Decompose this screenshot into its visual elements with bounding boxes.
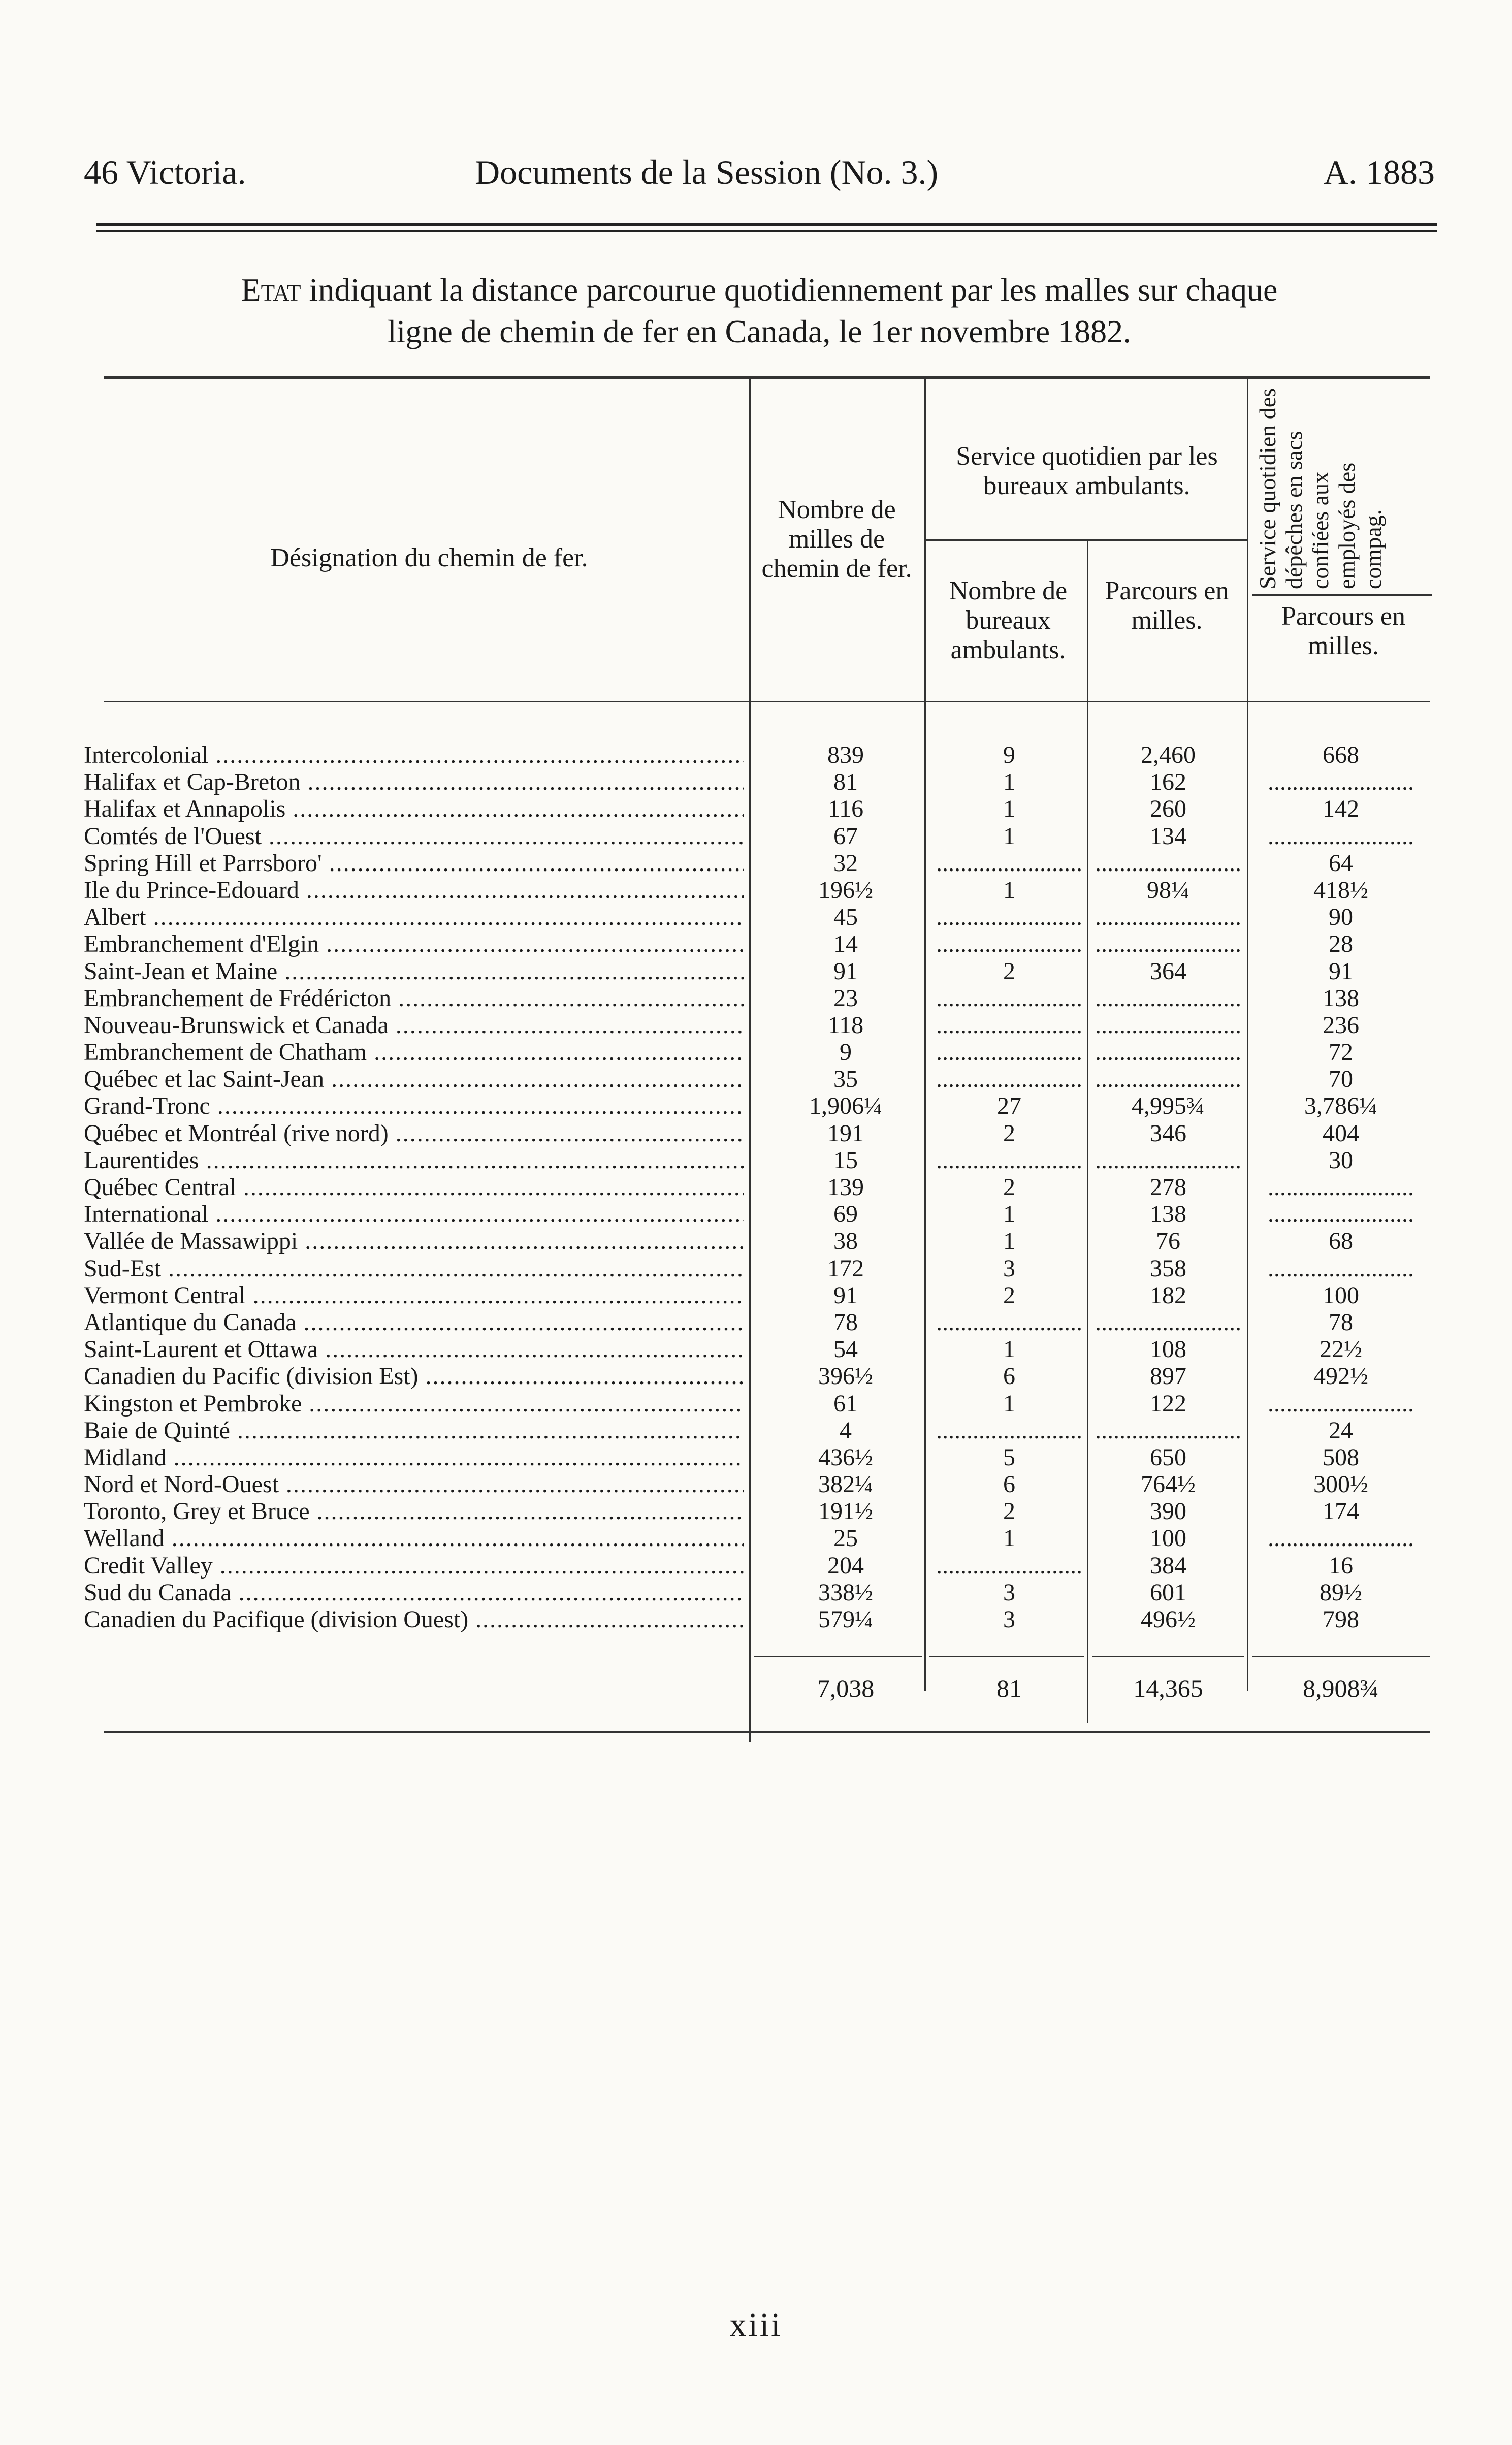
total-rule-sacs bbox=[1252, 1656, 1430, 1657]
row-bureaux: ........................ bbox=[936, 904, 1082, 931]
row-name: Canadien du Pacifique (division Ouest) ..... bbox=[84, 1606, 744, 1633]
table-row bbox=[84, 1525, 1435, 1552]
row-name: Nouveau-Brunswick et Canada ..... bbox=[84, 1012, 744, 1039]
row-miles: 196½ bbox=[818, 876, 873, 904]
row-miles: 1,906¼ bbox=[809, 1092, 882, 1120]
row-sacs: 16 bbox=[1329, 1552, 1353, 1579]
row-miles: 9 bbox=[840, 1039, 852, 1066]
row-parcours: ........................ bbox=[1095, 1039, 1241, 1066]
row-miles: 25 bbox=[833, 1525, 858, 1552]
total-rule-bureaux bbox=[929, 1656, 1084, 1657]
row-name: Baie de Quinté ..... bbox=[84, 1417, 744, 1444]
row-bureaux: 5 bbox=[1003, 1443, 1015, 1471]
row-parcours: 108 bbox=[1150, 1336, 1186, 1363]
service-split-rule bbox=[924, 539, 1247, 541]
row-miles: 579¼ bbox=[818, 1606, 873, 1633]
header-parcours: Parcours en milles. bbox=[1105, 576, 1229, 635]
row-miles: 78 bbox=[833, 1308, 858, 1336]
row-sacs: 668 bbox=[1323, 742, 1359, 768]
row-bureaux: ........................ bbox=[936, 849, 1082, 877]
row-parcours: 182 bbox=[1150, 1281, 1186, 1309]
row-sacs: 89½ bbox=[1320, 1579, 1362, 1606]
row-name: Québec et lac Saint-Jean ..... bbox=[84, 1066, 744, 1092]
table-row bbox=[84, 1579, 1435, 1606]
row-miles: 116 bbox=[827, 795, 864, 823]
row-bureaux: 2 bbox=[1003, 1498, 1015, 1525]
row-miles: 15 bbox=[833, 1146, 858, 1174]
row-parcours: 2,460 bbox=[1141, 742, 1196, 768]
row-parcours: 122 bbox=[1150, 1390, 1186, 1417]
row-miles: 191½ bbox=[818, 1498, 873, 1525]
row-name: Vermont Central ..... bbox=[84, 1282, 744, 1309]
row-bureaux: ........................ bbox=[936, 1308, 1082, 1336]
row-bureaux: ........................ bbox=[936, 1039, 1082, 1066]
row-parcours: 897 bbox=[1150, 1363, 1186, 1390]
row-parcours: 346 bbox=[1150, 1119, 1186, 1147]
row-bureaux: ........................ bbox=[936, 984, 1082, 1012]
row-sacs: 138 bbox=[1323, 984, 1359, 1012]
row-miles: 23 bbox=[833, 984, 858, 1012]
row-parcours: 358 bbox=[1150, 1254, 1186, 1282]
row-parcours: ........................ bbox=[1095, 1011, 1241, 1039]
row-sacs: 72 bbox=[1329, 1039, 1353, 1066]
table-row bbox=[84, 1039, 1435, 1066]
row-bureaux: 1 bbox=[1003, 795, 1015, 823]
row-name: International ..... bbox=[84, 1201, 744, 1228]
table-row bbox=[84, 850, 1435, 877]
table-row bbox=[84, 1471, 1435, 1498]
row-miles: 204 bbox=[827, 1552, 864, 1579]
row-bureaux: 1 bbox=[1003, 876, 1015, 904]
row-name: Halifax et Annapolis ..... bbox=[84, 795, 744, 822]
row-bureaux: ........................ bbox=[936, 1552, 1082, 1579]
row-parcours: 98¼ bbox=[1147, 876, 1189, 904]
row-parcours: 650 bbox=[1150, 1443, 1186, 1471]
row-name: Grand-Tronc ..... bbox=[84, 1092, 744, 1119]
row-parcours: 4,995¾ bbox=[1132, 1092, 1205, 1120]
table-row bbox=[84, 1174, 1435, 1201]
row-name: Nord et Nord-Ouest ..... bbox=[84, 1471, 744, 1498]
row-name: Albert ..... bbox=[84, 904, 744, 930]
table-bottom-rule bbox=[104, 1731, 1430, 1733]
row-bureaux: 6 bbox=[1003, 1363, 1015, 1390]
row-bureaux: 1 bbox=[1003, 1228, 1015, 1255]
row-sacs: 70 bbox=[1329, 1066, 1353, 1093]
row-sacs: 404 bbox=[1323, 1119, 1359, 1147]
row-parcours: ........................ bbox=[1095, 930, 1241, 958]
table-row bbox=[84, 768, 1435, 795]
row-name: Halifax et Cap-Breton ..... bbox=[84, 768, 744, 795]
table-row bbox=[84, 1092, 1435, 1119]
row-miles: 436½ bbox=[818, 1443, 873, 1471]
row-sacs: 22½ bbox=[1320, 1336, 1362, 1363]
row-miles: 172 bbox=[827, 1254, 864, 1282]
table-row bbox=[84, 930, 1435, 957]
row-sacs: 300½ bbox=[1313, 1471, 1368, 1498]
table-row bbox=[84, 1012, 1435, 1039]
title-line-1 bbox=[84, 269, 1435, 311]
row-sacs: 68 bbox=[1329, 1228, 1353, 1255]
row-parcours: ........................ bbox=[1095, 984, 1241, 1012]
row-sacs: 508 bbox=[1323, 1443, 1359, 1471]
row-name: Spring Hill et Parrsboro' ..... bbox=[84, 850, 744, 877]
row-parcours: 134 bbox=[1150, 822, 1186, 850]
row-sacs: 28 bbox=[1329, 930, 1353, 958]
header-documents: Documents de la Session (No. 3.) bbox=[475, 153, 939, 191]
row-miles: 839 bbox=[827, 742, 864, 768]
row-sacs: 100 bbox=[1323, 1281, 1359, 1309]
row-name: Vallée de Massawippi ..... bbox=[84, 1228, 744, 1254]
row-sacs: ........................ bbox=[1268, 1254, 1414, 1282]
row-bureaux: 1 bbox=[1003, 1336, 1015, 1363]
table-row bbox=[84, 1255, 1435, 1282]
row-miles: 38 bbox=[833, 1228, 858, 1255]
row-bureaux: 27 bbox=[997, 1092, 1021, 1120]
row-bureaux: ........................ bbox=[936, 930, 1082, 958]
row-name: Sud-Est ..... bbox=[84, 1255, 744, 1282]
header-year: A. 1883 bbox=[1323, 153, 1435, 191]
row-miles: 54 bbox=[833, 1336, 858, 1363]
row-name: Comtés de l'Ouest ..... bbox=[84, 823, 744, 850]
row-name: Intercolonial ..... bbox=[84, 742, 744, 768]
table-row bbox=[84, 985, 1435, 1012]
row-parcours: 496½ bbox=[1141, 1606, 1196, 1633]
table-row bbox=[84, 1498, 1435, 1525]
row-miles: 91 bbox=[833, 957, 858, 985]
header-sacs: Service quotidien des dépêches en sacs confiées aux employés des compag. bbox=[1254, 388, 1386, 589]
table-row bbox=[84, 1336, 1435, 1363]
table-row bbox=[84, 1201, 1435, 1228]
row-parcours: ........................ bbox=[1095, 1308, 1241, 1336]
table-row bbox=[84, 958, 1435, 985]
total-miles: 7,038 bbox=[817, 1674, 875, 1702]
row-name: Québec Central ..... bbox=[84, 1174, 744, 1201]
row-miles: 67 bbox=[833, 822, 858, 850]
row-sacs: 418½ bbox=[1313, 876, 1368, 904]
title-text-1: indiquant la distance parcourue quotidiennement par les malles sur chaque bbox=[309, 272, 1278, 308]
row-sacs: 3,786¼ bbox=[1304, 1092, 1377, 1120]
row-bureaux: 1 bbox=[1003, 1201, 1015, 1228]
row-name: Saint-Laurent et Ottawa ..... bbox=[84, 1336, 744, 1363]
row-sacs: 30 bbox=[1329, 1146, 1353, 1174]
row-miles: 61 bbox=[833, 1390, 858, 1417]
row-parcours: ........................ bbox=[1095, 1146, 1241, 1174]
row-bureaux: ........................ bbox=[936, 1066, 1082, 1093]
row-parcours: 260 bbox=[1150, 795, 1186, 823]
row-sacs: ........................ bbox=[1268, 768, 1414, 796]
row-sacs: ........................ bbox=[1268, 822, 1414, 850]
title-lead: Etat bbox=[241, 272, 301, 308]
table-row bbox=[84, 1417, 1435, 1444]
row-parcours: 76 bbox=[1156, 1228, 1180, 1255]
header-rule-bottom bbox=[96, 230, 1437, 232]
table-title bbox=[84, 269, 1435, 352]
row-name: Embranchement de Frédéricton ..... bbox=[84, 985, 744, 1012]
table-body bbox=[84, 742, 1435, 1633]
row-miles: 191 bbox=[827, 1119, 864, 1147]
row-parcours: 764½ bbox=[1141, 1471, 1196, 1498]
row-miles: 69 bbox=[833, 1201, 858, 1228]
row-sacs: ........................ bbox=[1268, 1525, 1414, 1552]
row-name: Canadien du Pacific (division Est) ..... bbox=[84, 1363, 744, 1390]
row-miles: 4 bbox=[840, 1417, 852, 1444]
table-row bbox=[84, 742, 1435, 768]
row-name: Québec et Montréal (rive nord) ..... bbox=[84, 1120, 744, 1147]
row-name: Credit Valley ..... bbox=[84, 1552, 744, 1579]
total-rule-miles bbox=[754, 1656, 922, 1657]
row-miles: 139 bbox=[827, 1174, 864, 1201]
table-row bbox=[84, 1228, 1435, 1254]
table-row bbox=[84, 1309, 1435, 1336]
header-miles: Nombre de milles de chemin de fer. bbox=[761, 495, 912, 583]
row-bureaux: 2 bbox=[1003, 1119, 1015, 1147]
row-parcours: 364 bbox=[1150, 957, 1186, 985]
table-row bbox=[84, 795, 1435, 822]
row-sacs: 91 bbox=[1329, 957, 1353, 985]
title-line-2: ligne de chemin de fer en Canada, le 1er novembre 1882. bbox=[387, 313, 1132, 349]
row-sacs: 64 bbox=[1329, 849, 1353, 877]
table-row bbox=[84, 1552, 1435, 1579]
table-row bbox=[84, 877, 1435, 904]
row-name: Sud du Canada ..... bbox=[84, 1579, 744, 1606]
row-sacs: 492½ bbox=[1313, 1363, 1368, 1390]
row-sacs: 236 bbox=[1323, 1011, 1359, 1039]
header-designation: Désignation du chemin de fer. bbox=[270, 543, 588, 572]
row-parcours: 390 bbox=[1150, 1498, 1186, 1525]
row-name: Toronto, Grey et Bruce ..... bbox=[84, 1498, 744, 1525]
row-bureaux: 2 bbox=[1003, 1281, 1015, 1309]
header-rule-top bbox=[96, 223, 1437, 226]
header-volume: 46 Victoria. bbox=[84, 153, 246, 191]
row-miles: 91 bbox=[833, 1281, 858, 1309]
row-bureaux: 6 bbox=[1003, 1471, 1015, 1498]
row-name: Midland ..... bbox=[84, 1444, 744, 1471]
row-name: Atlantique du Canada ..... bbox=[84, 1309, 744, 1336]
row-parcours: ........................ bbox=[1095, 849, 1241, 877]
row-sacs: ........................ bbox=[1268, 1201, 1414, 1228]
row-bureaux: 3 bbox=[1003, 1254, 1015, 1282]
row-bureaux: 3 bbox=[1003, 1606, 1015, 1633]
row-name: Embranchement de Chatham ..... bbox=[84, 1039, 744, 1066]
row-sacs: 24 bbox=[1329, 1417, 1353, 1444]
table-row bbox=[84, 1390, 1435, 1417]
row-parcours: 601 bbox=[1150, 1579, 1186, 1606]
row-name: Welland ..... bbox=[84, 1525, 744, 1552]
row-bureaux: ........................ bbox=[936, 1417, 1082, 1444]
sacs-split-rule bbox=[1252, 594, 1432, 596]
header-bottom-rule bbox=[104, 701, 1430, 702]
table-row bbox=[84, 1606, 1435, 1633]
row-bureaux: 1 bbox=[1003, 1525, 1015, 1552]
row-miles: 45 bbox=[833, 904, 858, 931]
row-miles: 35 bbox=[833, 1066, 858, 1093]
row-parcours: 138 bbox=[1150, 1201, 1186, 1228]
row-miles: 81 bbox=[833, 768, 858, 796]
table-top-rule bbox=[104, 376, 1430, 379]
row-bureaux: ........................ bbox=[936, 1011, 1082, 1039]
table-row bbox=[84, 904, 1435, 930]
row-bureaux: 1 bbox=[1003, 822, 1015, 850]
row-miles: 382¼ bbox=[818, 1471, 873, 1498]
row-sacs: 90 bbox=[1329, 904, 1353, 931]
table-row bbox=[84, 823, 1435, 850]
total-bureaux: 81 bbox=[996, 1674, 1022, 1702]
totals-row bbox=[84, 1674, 1435, 1709]
row-sacs: 174 bbox=[1323, 1498, 1359, 1525]
table-row bbox=[84, 1363, 1435, 1390]
row-bureaux: 1 bbox=[1003, 1390, 1015, 1417]
row-bureaux: 1 bbox=[1003, 768, 1015, 796]
row-miles: 118 bbox=[827, 1011, 864, 1039]
row-name: Ile du Prince-Edouard ..... bbox=[84, 877, 744, 904]
row-name: Laurentides ..... bbox=[84, 1147, 744, 1174]
header-sacs-parcours: Parcours en milles. bbox=[1281, 602, 1406, 660]
table-row bbox=[84, 1282, 1435, 1309]
row-parcours: 278 bbox=[1150, 1174, 1186, 1201]
total-parcours: 14,365 bbox=[1133, 1674, 1203, 1702]
row-sacs: ........................ bbox=[1268, 1174, 1414, 1201]
header-bureaux: Nombre de bureaux ambulants. bbox=[949, 576, 1068, 664]
row-sacs: 78 bbox=[1329, 1308, 1353, 1336]
page-number: xiii bbox=[729, 2306, 783, 2343]
row-miles: 396½ bbox=[818, 1363, 873, 1390]
table-row bbox=[84, 1120, 1435, 1147]
table-row bbox=[84, 1066, 1435, 1092]
header-service: Service quotidien par les bureaux ambulants. bbox=[956, 442, 1218, 500]
row-miles: 32 bbox=[833, 849, 858, 877]
row-sacs: ........................ bbox=[1268, 1390, 1414, 1417]
table-row bbox=[84, 1444, 1435, 1471]
row-bureaux: 2 bbox=[1003, 1174, 1015, 1201]
row-parcours: 162 bbox=[1150, 768, 1186, 796]
row-bureaux: ........................ bbox=[936, 1146, 1082, 1174]
row-parcours: ........................ bbox=[1095, 1066, 1241, 1093]
row-parcours: 384 bbox=[1150, 1552, 1186, 1579]
row-parcours: ........................ bbox=[1095, 904, 1241, 931]
row-miles: 338½ bbox=[818, 1579, 873, 1606]
row-name: Embranchement d'Elgin ..... bbox=[84, 930, 744, 957]
row-bureaux: 9 bbox=[1003, 742, 1015, 768]
row-parcours: ........................ bbox=[1095, 1417, 1241, 1444]
row-name: Saint-Jean et Maine ..... bbox=[84, 958, 744, 985]
total-rule-parcours bbox=[1092, 1656, 1244, 1657]
row-bureaux: 2 bbox=[1003, 957, 1015, 985]
row-bureaux: 3 bbox=[1003, 1579, 1015, 1606]
table-row bbox=[84, 1147, 1435, 1174]
row-sacs: 142 bbox=[1323, 795, 1359, 823]
row-name: Kingston et Pembroke ..... bbox=[84, 1390, 744, 1417]
row-parcours: 100 bbox=[1150, 1525, 1186, 1552]
total-sacs: 8,908¾ bbox=[1303, 1674, 1379, 1702]
row-sacs: 798 bbox=[1323, 1606, 1359, 1633]
row-miles: 14 bbox=[833, 930, 858, 958]
